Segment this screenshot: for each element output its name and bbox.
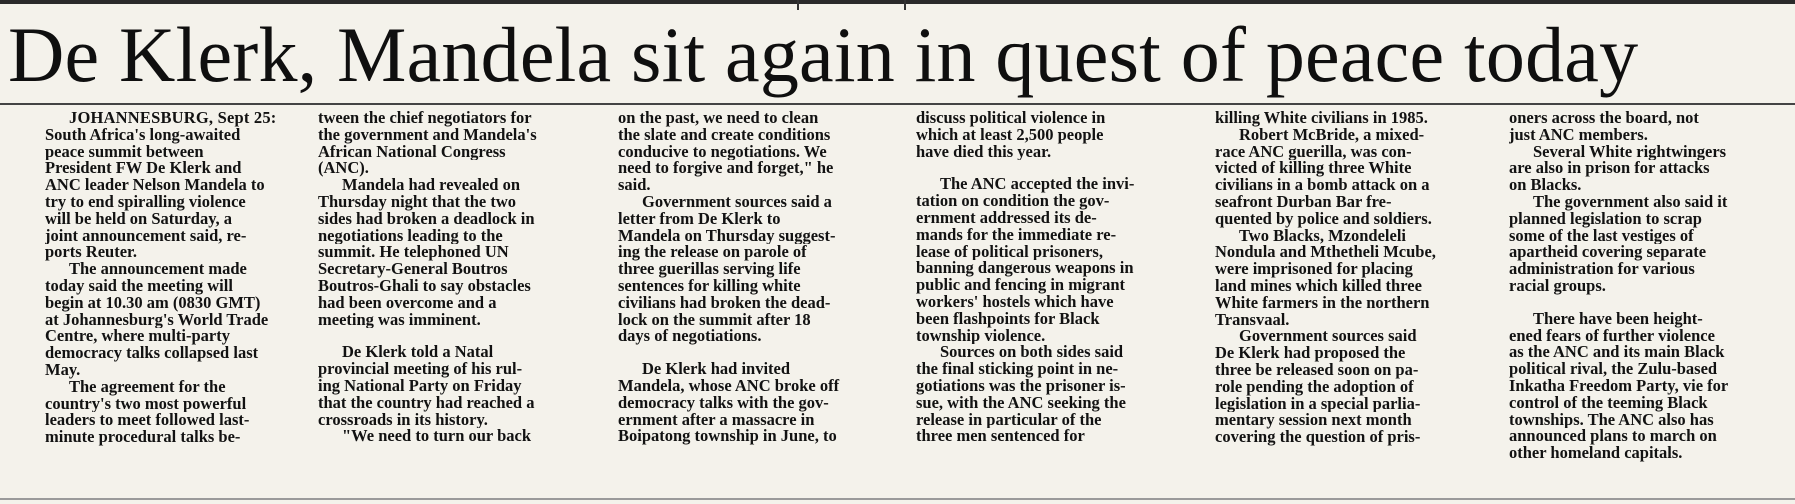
column-3-paragraph-gap (618, 345, 894, 361)
column-5-line-18: legislation in a special parlia- (1215, 395, 1421, 413)
column-6-paragraph-gap (1509, 295, 1785, 311)
column-6-line-9: apartheid covering separate (1509, 244, 1707, 262)
column-1-line-18: country's two most powerful (45, 395, 247, 413)
column-3-line-17: democracy talks with the gov- (618, 394, 829, 412)
column-6-line-10: administration for various (1509, 261, 1695, 278)
column-2-line-9: summit. He telephoned UN (318, 244, 509, 262)
column-3-line-13: lock on the summit after 18 (618, 311, 811, 329)
article-column-1 (45, 110, 298, 498)
column-4-line-17: sue, with the ANC seeking the (916, 394, 1126, 412)
column-5-line-9: Nondula and Mthetheli Mcube, (1215, 244, 1436, 262)
article-column-3 (618, 110, 894, 498)
column-4-line-7: mands for the immediate re- (916, 226, 1117, 244)
column-3-line-10: three guerillas serving life (618, 261, 801, 278)
column-6-line-2: just ANC members. (1509, 126, 1648, 144)
column-5-line-20: covering the question of pris- (1215, 429, 1421, 446)
column-6-line-20: other homeland capitals. (1509, 445, 1683, 462)
column-2-line-11: Boutros-Ghali to say obstacles (318, 277, 531, 295)
column-6-line-4: are also in prison for attacks (1509, 160, 1710, 178)
column-5-line-10: were imprisoned for placing (1215, 261, 1413, 278)
column-4-line-2: which at least 2,500 people (916, 126, 1104, 144)
column-4-line-13: township violence. (916, 327, 1046, 345)
column-1-line-4: President FW De Klerk and (45, 160, 242, 178)
column-5-line-1: killing White civilians in 1985. (1215, 110, 1428, 127)
column-6-line-15: political rival, the Zulu-based (1509, 361, 1718, 378)
column-2-line-6: Thursday night that the two (318, 193, 517, 211)
column-1-line-17: The agreement for the (69, 378, 226, 396)
column-2-line-13: meeting was imminent. (318, 311, 481, 329)
headline-rule (0, 103, 1795, 105)
column-4-line-4: The ANC accepted the invi- (940, 176, 1135, 194)
column-3-line-7: letter from De Klerk to (618, 210, 781, 228)
column-5-line-8: Two Blacks, Mzondeleli (1239, 227, 1406, 245)
column-2-line-5: Mandela had revealed on (342, 177, 520, 194)
column-2-line-17: that the country had reached a (318, 394, 535, 412)
column-3-line-15: De Klerk had invited (642, 361, 791, 378)
column-5-line-14: Government sources said (1239, 328, 1417, 346)
article-column-2 (318, 110, 594, 498)
column-3-line-11: sentences for killing white (618, 277, 801, 295)
column-3-line-1: on the past, we need to clean (618, 110, 819, 127)
column-2-line-10: Secretary-General Boutros (318, 261, 508, 278)
column-6-line-18: townships. The ANC also has (1509, 411, 1714, 429)
column-4-line-12: been flashpoints for Black (916, 310, 1100, 328)
column-2-line-4: (ANC). (318, 160, 369, 178)
column-5-line-3: race ANC guerilla, was con- (1215, 143, 1412, 161)
column-1-line-11: today said the meeting will (45, 277, 233, 295)
column-5-line-17: role pending the adoption of (1215, 378, 1414, 396)
column-1-line-8: joint announcement said, re- (45, 227, 247, 245)
column-3-line-12: civilians had broken the dead- (618, 294, 831, 312)
column-1-line-9: ports Reuter. (45, 244, 137, 262)
column-6-line-19: announced plans to march on (1509, 428, 1717, 446)
column-3-line-8: Mandela on Thursday suggest- (618, 227, 836, 245)
column-5-line-12: White farmers in the northern (1215, 294, 1430, 312)
column-5-line-2: Robert McBride, a mixed- (1239, 126, 1425, 144)
column-4-line-14: Sources on both sides said (940, 344, 1124, 362)
column-4-line-15: the final sticking point in ne- (916, 361, 1119, 378)
bottom-rule (0, 498, 1795, 500)
column-6-line-17: control of the teeming Black (1509, 394, 1708, 412)
column-1-line-7: will be held on Saturday, a (45, 210, 233, 228)
column-5-line-7: quented by police and soldiers. (1215, 210, 1432, 228)
column-6-line-5: on Blacks. (1509, 177, 1582, 194)
column-2-line-2: the government and Mandela's (318, 126, 537, 144)
column-1-line-6: try to end spiralling violence (45, 193, 246, 211)
column-5-line-13: Transvaal. (1215, 311, 1290, 329)
column-2-paragraph-gap (318, 328, 594, 344)
column-1-line-5: ANC leader Nelson Mandela to (45, 177, 265, 194)
column-2-line-12: had been overcome and a (318, 294, 497, 312)
column-1-line-13: at Johannesburg's World Trade (45, 311, 269, 329)
column-5-line-15: De Klerk had proposed the (1215, 345, 1406, 362)
column-4-line-10: public and fencing in migrant (916, 277, 1126, 294)
column-4-paragraph-gap (916, 160, 1194, 176)
column-6-line-12: There have been height- (1533, 310, 1703, 328)
column-1-line-10: The announcement made (69, 261, 247, 278)
column-1-line-19: leaders to meet followed last- (45, 412, 250, 430)
column-6-line-3: Several White rightwingers (1533, 143, 1727, 161)
column-4-line-18: release in particular of the (916, 411, 1102, 429)
column-3-line-14: days of negotiations. (618, 328, 762, 346)
column-4-line-9: banning dangerous weapons in (916, 260, 1134, 278)
column-1-line-1: JOHANNESBURG, Sept 25: (69, 110, 277, 127)
article-column-6 (1509, 110, 1785, 498)
top-rule (0, 0, 1795, 4)
column-4-line-16: gotiations was the prisoner is- (916, 377, 1126, 395)
column-5-line-11: land mines which killed three (1215, 277, 1422, 295)
column-1-line-16: May. (45, 361, 81, 379)
column-1-line-15: democracy talks collapsed last (45, 345, 259, 362)
column-6-line-6: The government also said it (1533, 193, 1728, 211)
column-1-line-2: South Africa's long-awaited (45, 126, 241, 144)
column-3-line-4: need to forgive and forget," he (618, 160, 834, 178)
column-6-line-8: some of the last vestiges of (1509, 227, 1694, 245)
column-6-line-14: as the ANC and its main Black (1509, 344, 1725, 362)
column-3-line-18: ernment after a massacre in (618, 411, 815, 429)
column-1-line-20: minute procedural talks be- (45, 429, 241, 446)
column-2-line-3: African National Congress (318, 143, 506, 161)
column-4-line-5: tation on condition the gov- (916, 193, 1110, 210)
column-4-line-3: have died this year. (916, 143, 1052, 161)
column-2-line-15: provincial meeting of his rul- (318, 361, 523, 378)
column-2-line-18: crossroads in its history. (318, 411, 488, 429)
column-3-line-5: said. (618, 177, 651, 194)
column-2-line-19: "We need to turn our back (342, 428, 531, 446)
article-column-5 (1215, 110, 1493, 498)
column-2-line-14: De Klerk told a Natal (342, 344, 494, 362)
column-3-line-19: Boipatong township in June, to (618, 428, 837, 446)
column-3-line-2: the slate and create conditions (618, 126, 831, 144)
column-4-line-8: lease of political prisoners, (916, 243, 1103, 261)
column-5-line-4: victed of killing three White (1215, 160, 1412, 178)
column-6-line-1: oners across the board, not (1509, 110, 1699, 127)
column-3-line-9: ing the release on parole of (618, 244, 807, 262)
column-2-line-8: negotiations leading to the (318, 227, 503, 245)
column-1-line-14: Centre, where multi-party (45, 328, 230, 346)
column-4-line-1: discuss political violence in (916, 110, 1106, 127)
column-4-line-6: ernment addressed its de- (916, 209, 1097, 227)
article-headline: De Klerk, Mandela sit again in quest of peace today (8, 11, 1639, 98)
column-6-line-11: racial groups. (1509, 277, 1606, 295)
column-3-line-16: Mandela, whose ANC broke off (618, 377, 840, 395)
column-5-line-5: civilians in a bomb attack on a (1215, 177, 1430, 194)
column-4-line-11: workers' hostels which have (916, 293, 1114, 311)
article-column-4 (916, 110, 1194, 498)
column-2-line-7: sides had broken a deadlock in (318, 210, 535, 228)
column-1-line-12: begin at 10.30 am (0830 GMT) (45, 294, 261, 312)
column-2-line-16: ing National Party on Friday (318, 377, 522, 395)
column-6-line-16: Inkatha Freedom Party, vie for (1509, 377, 1729, 395)
column-3-line-6: Government sources said a (642, 193, 832, 211)
column-6-line-7: planned legislation to scrap (1509, 210, 1702, 228)
column-3-line-3: conducive to negotiations. We (618, 143, 827, 161)
column-4-line-19: three men sentenced for (916, 428, 1085, 446)
column-5-line-19: mentary session next month (1215, 412, 1412, 430)
column-5-line-16: three be released soon on pa- (1215, 361, 1419, 379)
column-2-line-1: tween the chief negotiators for (318, 110, 532, 127)
column-6-line-13: ened fears of further violence (1509, 327, 1715, 345)
column-5-line-6: seafront Durban Bar fre- (1215, 193, 1392, 211)
column-1-line-3: peace summit between (45, 143, 204, 161)
